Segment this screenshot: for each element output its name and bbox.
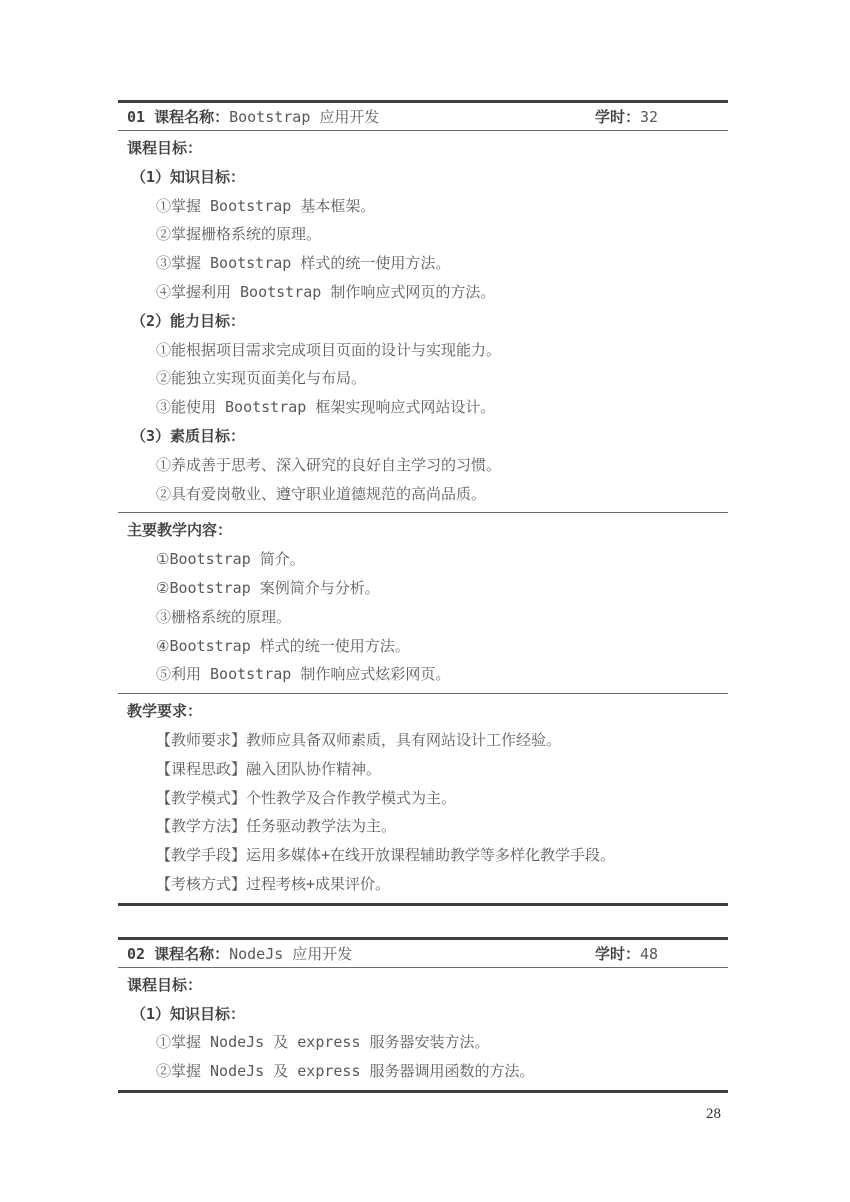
subsection-heading: （1）知识目标： <box>131 1004 246 1023</box>
list-item: 【教学手段】运用多媒体+在线开放课程辅助教学等多样化教学手段。 <box>156 846 616 865</box>
course-hours-value: 32 <box>640 108 659 126</box>
course-name-value: Bootstrap 应用开发 <box>229 108 380 126</box>
list-item: ①能根据项目需求完成项目页面的设计与实现能力。 <box>156 340 502 359</box>
list-item: ②掌握 NodeJs 及 express 服务器调用函数的方法。 <box>156 1062 535 1081</box>
list-item: 【教学模式】个性教学及合作教学模式为主。 <box>156 788 457 807</box>
section-heading: 主要教学内容： <box>127 521 233 540</box>
list-item: ③掌握 Bootstrap 样式的统一使用方法。 <box>156 254 451 273</box>
section-heading: 教学要求： <box>127 702 203 721</box>
course-section <box>118 694 728 906</box>
list-item: ③栅格系统的原理。 <box>156 607 292 626</box>
course-section <box>118 968 728 1093</box>
course-table <box>118 100 728 906</box>
course-hours <box>595 104 658 131</box>
course-name-label: 02 课程名称： <box>127 944 230 963</box>
list-item: ④Bootstrap 样式的统一使用方法。 <box>156 636 410 655</box>
list-item: ①养成善于思考、深入研究的良好自主学习的习惯。 <box>156 455 502 474</box>
list-item: 【教学方法】任务驱动教学法为主。 <box>156 817 397 836</box>
course-section <box>118 513 728 694</box>
course-name-label: 01 课程名称： <box>127 108 230 126</box>
list-item: ③能使用 Bootstrap 框架实现响应式网站设计。 <box>156 398 496 417</box>
subsection-heading: （2）能力目标： <box>131 311 246 330</box>
course-hours-label: 学时： <box>595 944 641 963</box>
document-body <box>118 100 728 1124</box>
list-item: ②具有爱岗敬业、遵守职业道德规范的高尚品质。 <box>156 484 487 503</box>
list-item: 【教师要求】教师应具备双师素质，具有网站设计工作经验。 <box>156 730 562 749</box>
list-item: ①掌握 NodeJs 及 express 服务器安装方法。 <box>156 1033 490 1052</box>
list-item: 【考核方式】过程考核+成果评价。 <box>156 874 391 893</box>
list-item: ②能独立实现页面美化与布局。 <box>156 369 367 388</box>
course-hours-value: 48 <box>640 944 659 963</box>
course-hours-label: 学时： <box>595 108 641 126</box>
course-header-row <box>118 937 728 968</box>
course-table <box>118 937 728 1093</box>
course-header-row <box>118 100 728 131</box>
page-number: 28 <box>706 1106 721 1122</box>
course-section <box>118 131 728 513</box>
section-heading: 课程目标： <box>127 139 203 157</box>
list-item: ①掌握 Bootstrap 基本框架。 <box>156 196 376 215</box>
list-item: ②掌握栅格系统的原理。 <box>156 225 322 244</box>
course-name-value: NodeJs 应用开发 <box>229 944 353 963</box>
course-hours <box>595 941 658 968</box>
list-item: 【课程思政】融入团队协作精神。 <box>156 759 382 778</box>
list-item: ②Bootstrap 案例简介与分析。 <box>156 578 380 597</box>
list-item: ⑤利用 Bootstrap 制作响应式炫彩网页。 <box>156 665 451 684</box>
section-heading: 课程目标： <box>127 975 203 994</box>
subsection-heading: （3）素质目标： <box>131 426 246 445</box>
list-item: ①Bootstrap 简介。 <box>156 550 305 569</box>
list-item: ④掌握利用 Bootstrap 制作响应式网页的方法。 <box>156 282 496 301</box>
subsection-heading: （1）知识目标： <box>131 167 246 186</box>
